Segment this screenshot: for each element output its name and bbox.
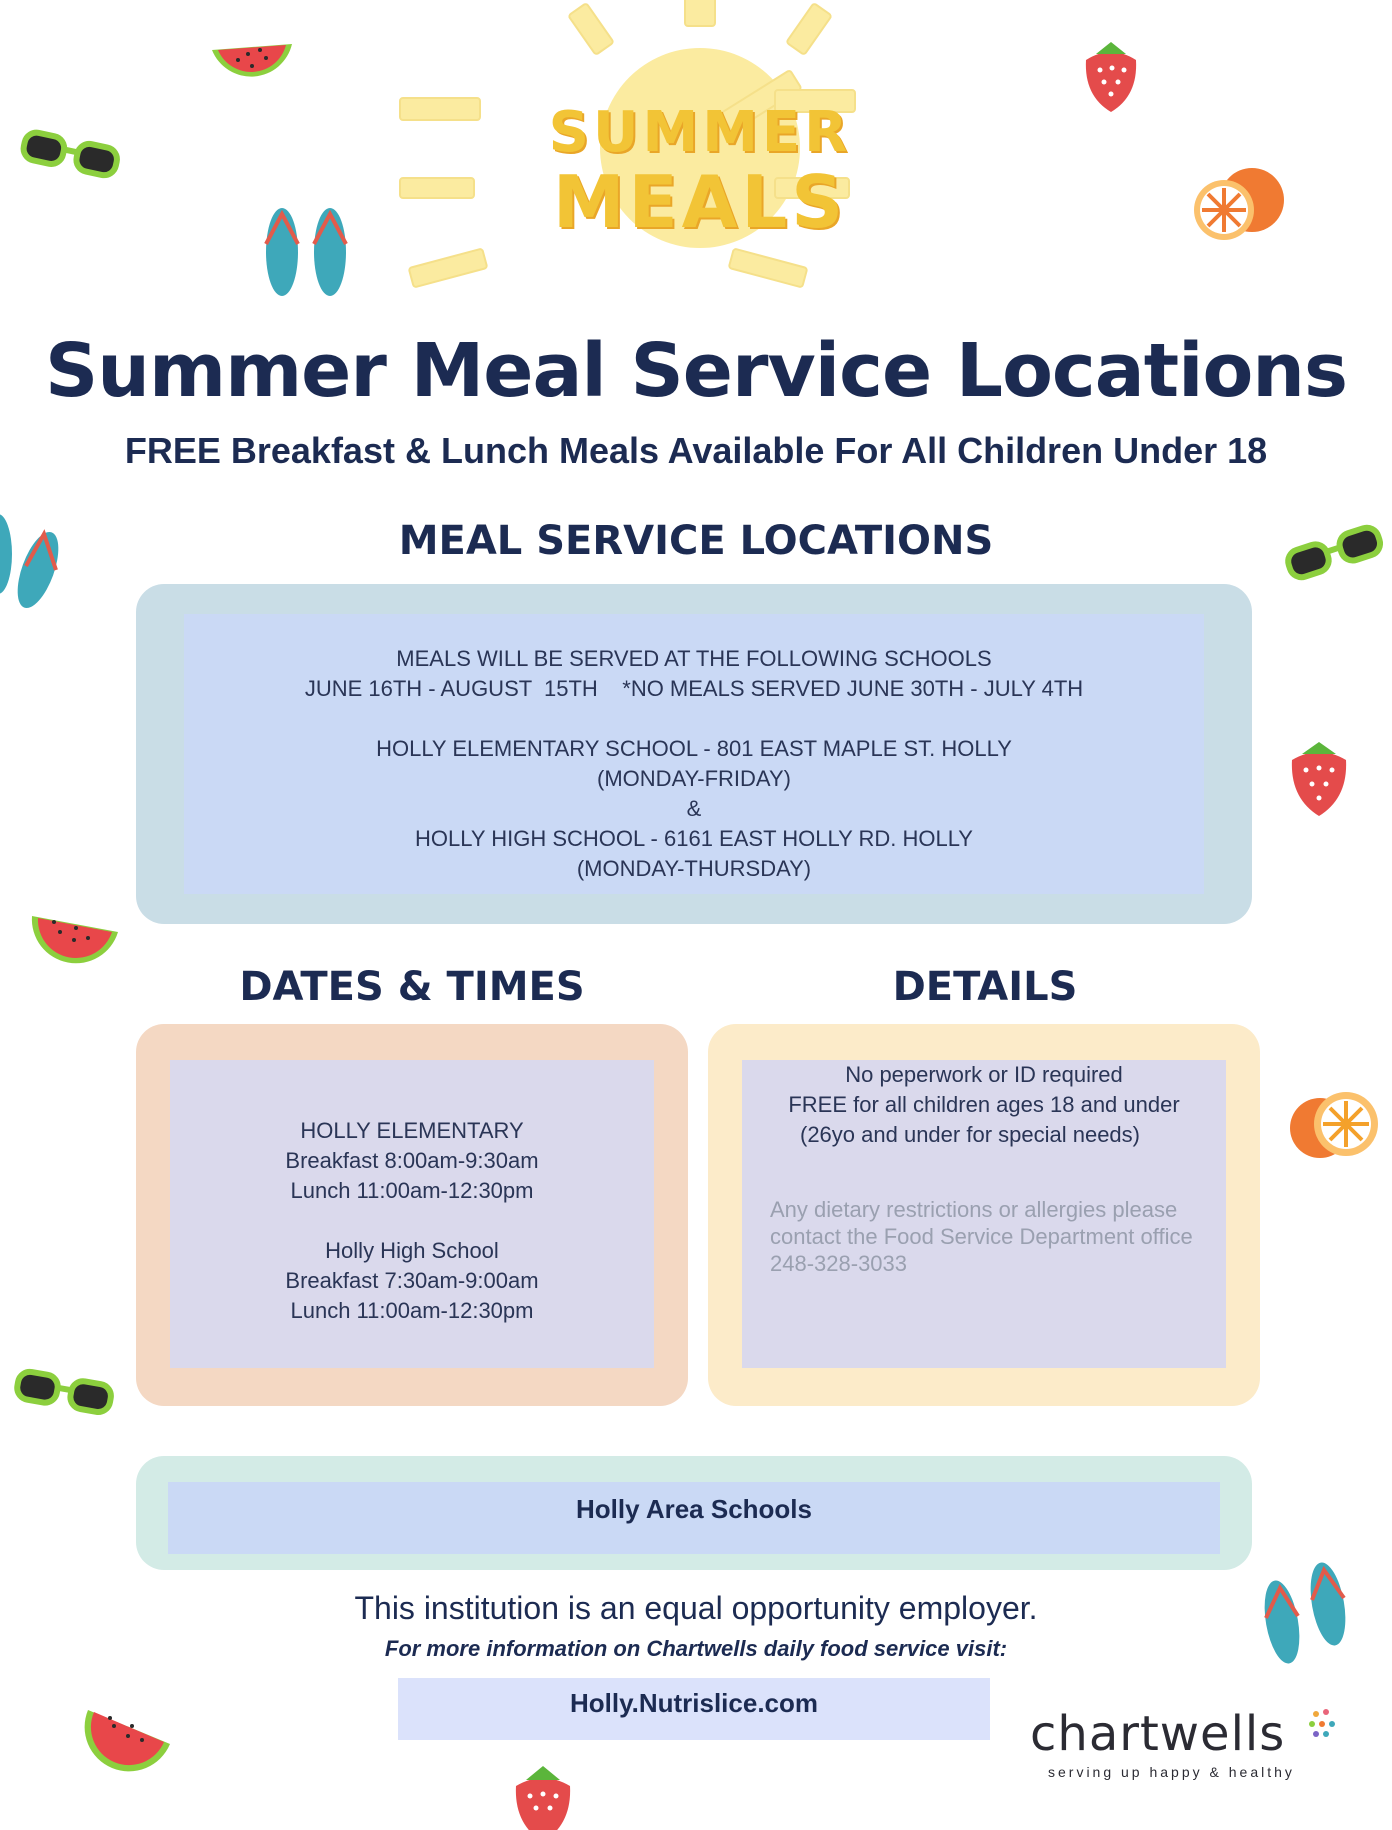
website-link[interactable]: Holly.Nutrislice.com xyxy=(569,1688,819,1718)
school-2-breakfast: Breakfast 7:30am-9:00am xyxy=(285,1268,539,1293)
office-phone: 248-328-3033 xyxy=(770,1251,908,1276)
logo-line-meals: MEALS xyxy=(552,160,848,244)
strawberry-icon xyxy=(508,1760,578,1830)
dates-times-panel xyxy=(136,1024,688,1406)
brand-tagline: serving up happy & healthy xyxy=(1048,1764,1295,1780)
section-heading-details: DETAILS xyxy=(892,964,1078,1010)
summer-meals-logo xyxy=(430,0,970,320)
section-heading-locations: MEAL SERVICE LOCATIONS xyxy=(398,518,994,564)
school-2-name: Holly High School xyxy=(325,1238,499,1263)
dates-times-content xyxy=(170,1060,654,1368)
strawberry-icon xyxy=(1076,36,1146,116)
page-subtitle: FREE Breakfast & Lunch Meals Available For All Children Under 18 xyxy=(124,430,1268,471)
watermelon-icon xyxy=(84,1704,184,1774)
details-free-eligibility: FREE for all children ages 18 and under xyxy=(788,1092,1180,1117)
school-1-lunch: Lunch 11:00am-12:30pm xyxy=(290,1178,534,1203)
brand-wordmark: chartwells xyxy=(1030,1706,1286,1762)
details-no-paperwork: No peperwork or ID required xyxy=(845,1062,1123,1087)
watermelon-icon xyxy=(30,910,130,970)
dietary-note xyxy=(770,1196,1250,1277)
dietary-note-line: contact the Food Service Department office xyxy=(770,1224,1193,1249)
school-2-lunch: Lunch 11:00am-12:30pm xyxy=(290,1298,534,1323)
flip-flops-icon xyxy=(260,206,360,302)
website-box xyxy=(398,1678,990,1740)
orange-icon xyxy=(1190,164,1290,244)
details-panel xyxy=(708,1024,1260,1406)
sunglasses-icon xyxy=(14,1368,114,1428)
locations-intro: MEALS WILL BE SERVED AT THE FOLLOWING SCHOOLS xyxy=(396,646,992,671)
dietary-note-line: Any dietary restrictions or allergies please xyxy=(770,1197,1178,1222)
watermelon-icon xyxy=(208,36,298,96)
service-dates: JUNE 16TH - AUGUST 15TH *NO MEALS SERVED JUNE 30TH - JULY 4TH xyxy=(304,676,1084,701)
joiner-ampersand: & xyxy=(686,796,702,821)
orange-icon xyxy=(1288,1088,1388,1168)
school-1-address: HOLLY ELEMENTARY SCHOOL - 801 EAST MAPLE ST. HOLLY xyxy=(376,736,1012,761)
sunglasses-icon xyxy=(20,130,120,190)
district-name: Holly Area Schools xyxy=(576,1494,812,1524)
locations-content xyxy=(184,614,1204,894)
school-1-breakfast: Breakfast 8:00am-9:30am xyxy=(285,1148,539,1173)
locations-panel xyxy=(136,584,1252,924)
school-1-days: (MONDAY-FRIDAY) xyxy=(597,766,791,791)
brand-dots-icon xyxy=(1308,1708,1338,1748)
strawberry-icon xyxy=(1284,734,1354,820)
district-content xyxy=(168,1482,1220,1554)
school-2-days: (MONDAY-THURSDAY) xyxy=(576,856,812,881)
more-info-text: For more information on Chartwells daily food service visit: xyxy=(384,1636,1008,1661)
school-2-address: HOLLY HIGH SCHOOL - 6161 EAST HOLLY RD. HOLLY xyxy=(415,826,973,851)
details-special-needs: (26yo and under for special needs) xyxy=(800,1122,1140,1147)
details-content xyxy=(742,1060,1226,1368)
chartwells-logo xyxy=(1030,1706,1330,1786)
school-1-name: HOLLY ELEMENTARY xyxy=(300,1118,524,1143)
logo-line-summer: SUMMER xyxy=(548,100,852,165)
equal-opportunity-statement: This institution is an equal opportunity employer. xyxy=(354,1590,1038,1626)
district-panel xyxy=(136,1456,1252,1570)
section-heading-dates: DATES & TIMES xyxy=(239,964,585,1010)
page-title: Summer Meal Service Locations xyxy=(44,328,1348,414)
